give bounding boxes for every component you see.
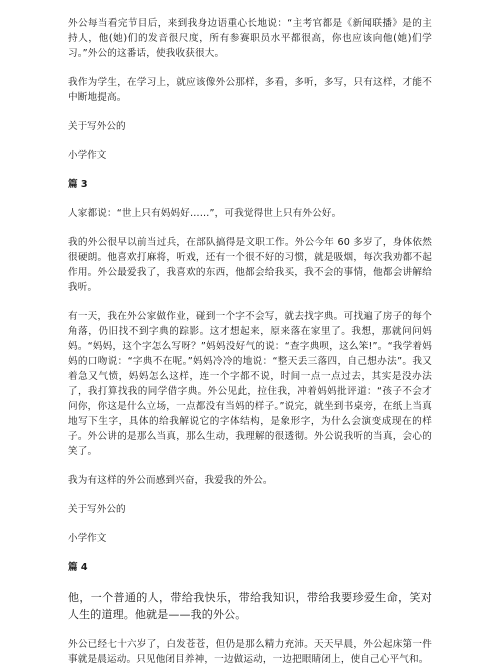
paragraph-dictionary-story: 有一天，我在外公家做作业，碰到一个字不会写，就去找字典。可找遍了房子的每个角落，仍旧找不到字典的踪影。这才想起来，原来落在家里了。我想，那就问问妈妈。“妈妈，这个字怎么写呀？”妈妈没好气的说：“查字典呗，这么笨!”。“我学着妈妈的口吻说：“字典不在呢。”妈妈冷冷的地说：“整天丢三落四，自己想办法”。我又着急又气愤，妈妈怎么这样，连一个字都不说，时间一点一点过去，其实是没办法了，我打算找我的同学借字典。外公见此，拉住我，冲着妈妈批评道：“孩子不会才问你，你这是什么立场，一点都没有当妈的样子。”说完，就坐到书桌旁，在纸上当真地写下生字，具体的给我解说它的字体结构，是象形字，为什么会演变成现在的样子。外公讲的是那么当真，那么生动，我理解的很透彻。外公说我听的当真，会心的笑了。 <box>68 311 432 457</box>
chapter-label: 篇 3 <box>68 179 88 190</box>
paragraph-student-learning: 我作为学生，在学习上，就应该像外公那样，多看，多听，多写，只有这样，才能不中断地提高。 <box>68 77 432 103</box>
paragraph-morning-exercise: 外公已经七十六岁了，白发苍苍，但仍是那么精力充沛。天天早晨，外公起床第一件事就是晨运动。只见他闭目养神，一边做运动，一边把眼睛闭上，使自己心平气和。 <box>68 639 432 665</box>
section-heading: 关于写外公的 <box>68 121 126 132</box>
section-subheading: 小学作文 <box>68 150 107 161</box>
section-subheading: 小学作文 <box>68 533 107 544</box>
section-heading: 关于写外公的 <box>68 504 126 515</box>
paragraph-ordinary-man: 他，一个普通的人，带给我快乐，带给我知识，带给我要珍爱生命，笑对人生的道理。他就是——我的外公。 <box>68 591 432 621</box>
paragraph-grandpa-description: 我的外公很早以前当过兵，在部队搞得是文职工作。外公今年 60 多岁了，身体依然很硬朗。他喜欢打麻将，听戏，还有一个很不好的习惯，就是吸烟，每次我劝都不起作用。外公最爱我了，我喜欢的东西，他都会给我买，我不会的事情，他都会讲解给我听。 <box>68 237 432 293</box>
paragraph-grandpa-advice: 外公每当看完节目后，来到我身边语重心长地说：“主考官都是《新闻联播》是的主持人，他(她)们的发音很尺度，所有参赛职员水平都很高，你也应该向他(她)们学习。”外公的这番话，使我收获很大。 <box>68 18 432 59</box>
paragraph-intro: 人家都说：“世上只有妈妈好……”，可我觉得世上只有外公好。 <box>68 208 342 219</box>
chapter-label: 篇 4 <box>68 562 88 573</box>
paragraph-love-grandpa: 我为有这样的外公而感到兴奋，我爱我的外公。 <box>68 475 273 486</box>
